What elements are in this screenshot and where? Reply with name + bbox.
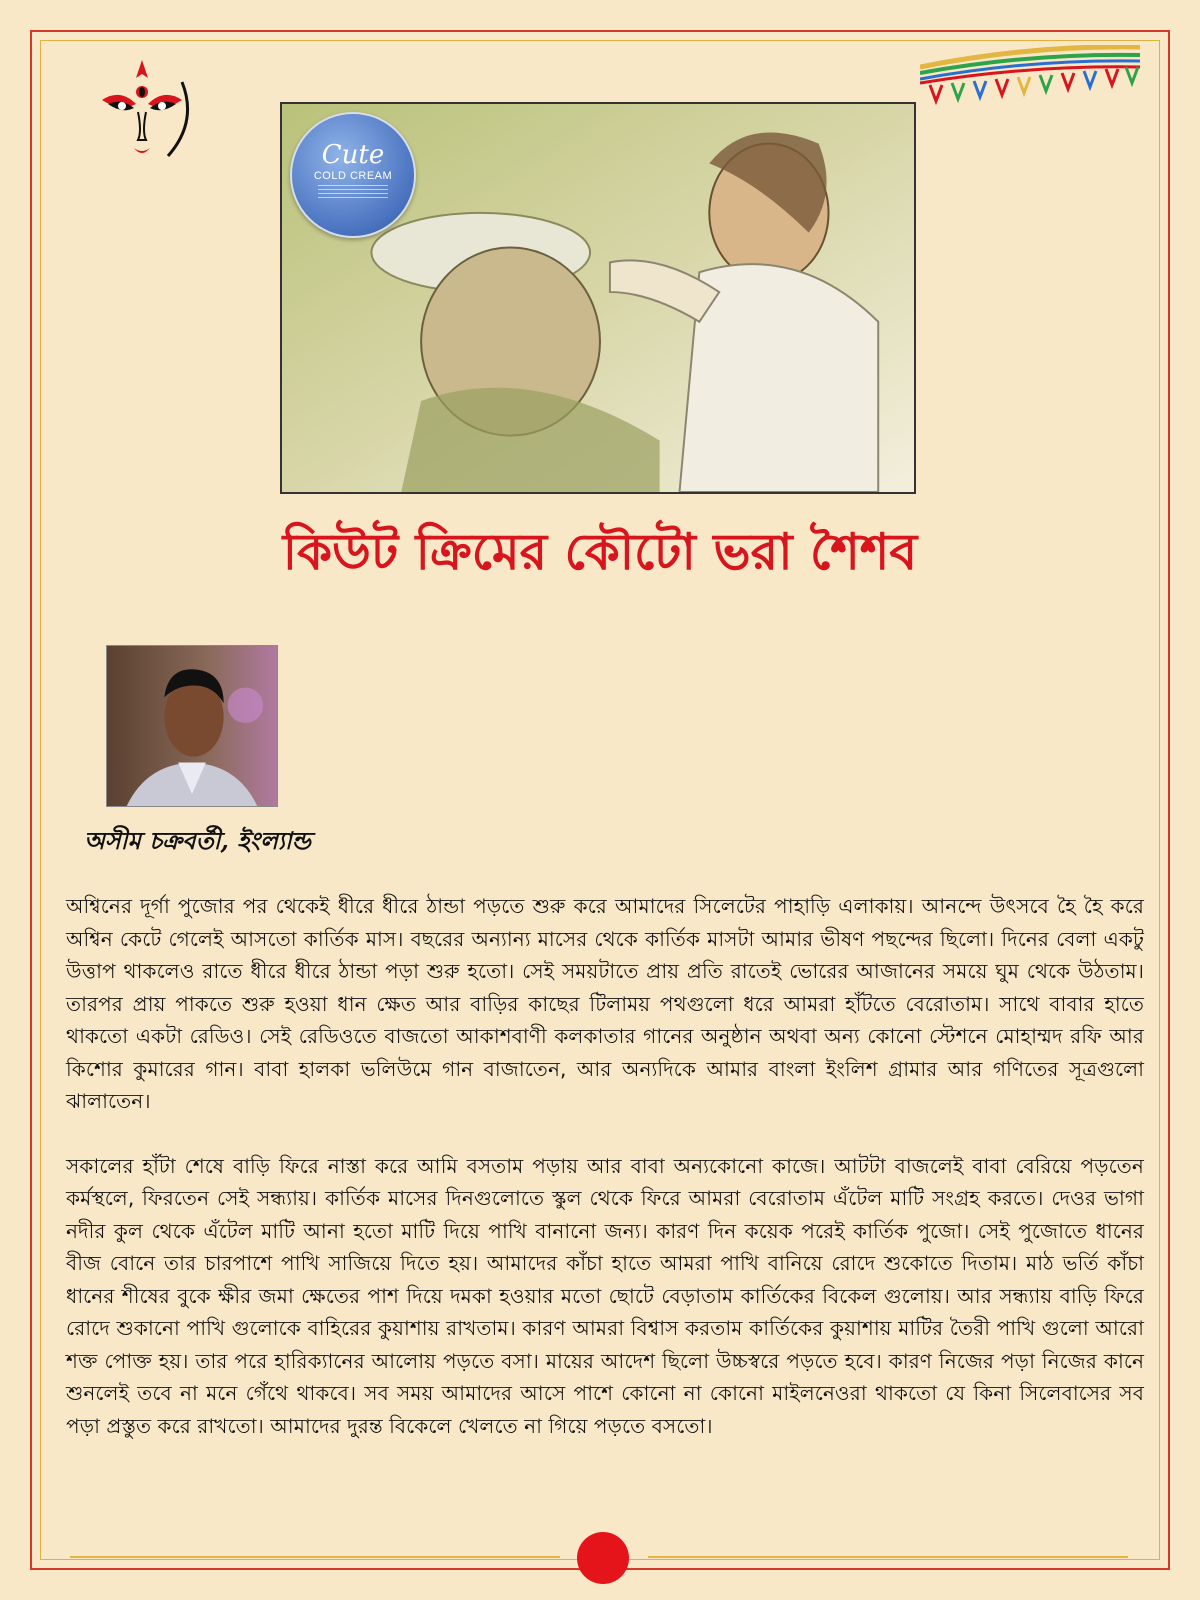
article-paragraph-2: সকালের হাঁটা শেষে বাড়ি ফিরে নাস্তা করে আমি বসতাম পড়ায় আর বাবা অন্যকোনো কাজে। আটটা বাজলেই বাবা বেরিয়ে পড়তেন কর্মস্থলে, ফিরতেন সেই সন্ধ্যায়। কার্তিক মাসের দিনগুলোতে স্কুল থেকে ফিরে আমরা বেরোতাম এঁটেল মাটি সংগ্রহ করতে। দেওর ভাগা নদীর কুল থেকে এঁটেল মাটি আনা হতো মাটি দিয়ে পাখি বানানো জন্য। কারণ দিন কয়েক পরেই কার্তিক পুজো। সেই পুজোতে ধানের বীজ বোনে তার চারপাশে পাখি সাজিয়ে দিতে হয়। আমাদের কাঁচা হাতে আমরা পাখি বানিয়ে রোদে শুকোতে দিতাম। মাঠ ভর্তি কাঁচা ধানের শীষের বুকে ক্ষীর জমা ক্ষেতের পাশ দিয়ে দমকা হওয়ার মতো ছোটে বেড়াতাম কার্তিকের বিকেল গুলোয়। আর সন্ধ্যায় বাড়ি ফিরে রোদে শুকানো পাখি গুলোকে বাহিরের কুয়াশায় রাখতাম। কারণ আমরা বিশ্বাস করতাম কার্তিকের কুয়াশায় মাটির তৈরী পাখি গুলো আরো শক্ত পোক্ত হয়। তার পরে হারিক্যানের আলোয় পড়তে বসা। মায়ের আদেশ ছিলো উচ্চস্বরে পড়তে হবে। কারণ নিজের পড়া নিজের কানে শুনলেই তবে না মনে গেঁথে থাকবে। সব সময় আমাদের আসে পাশে কোনো না কোনো মাইলনেওরা থাকতো যে কিনা সিলেবাসের সব পড়া প্রস্তুত করে রাখতো। আমাদের দুরন্ত বিকেলে খেলতে না গিয়ে পড়তে বসতো। (66, 1153, 1144, 1438)
tin-fine-print-lines (318, 185, 388, 201)
article-body (66, 890, 1144, 1474)
footer-red-dot (577, 1532, 629, 1584)
footer-rule-left (70, 1556, 560, 1558)
tin-label: COLD CREAM (313, 170, 393, 182)
article-paragraph-1: অশ্বিনের দূর্গা পুজোর পর থেকেই ধীরে ধীরে ঠান্ডা পড়তে শুরু করে আমাদের সিলেটের পাহাড়ি এলাকায়। আনন্দে উৎসবে হৈ হৈ করে অশ্বিন কেটে গেলেই আসতো কার্তিক মাস। বছরের অন্যান্য মাসের থেকে কার্তিক মাসটা আমার ভীষণ পছন্দের ছিলো। দিনের বেলা একটু উত্তাপ থাকলেও রাতে ধীরে ধীরে ঠান্ডা পড়া শুরু হতো। সেই সময়টাতে প্রায় প্রতি রাতেই ভোরের আজানের সময়ে ঘুম থেকে উঠতাম। তারপর প্রায় পাকতে শুরু হওয়া ধান ক্ষেত আর বাড়ির কাছের টিলাময় পথগুলো ধরে আমরা হাঁটতে বেরোতাম। সাথে বাবার হাতে থাকতো একটা রেডিও। সেই রেডিওতে বাজতো আকাশবাণী কলকাতার গানের অনুষ্ঠান অথবা অন্য কোনো স্টেশনে মোহাম্মদ রফি আর কিশোর কুমারের গান। বাবা হালকা ভলিউমে গান বাজাতেন, আর অন্যদিকে আমার বাংলা ইংলিশ গ্রামার আর গণিতের সূত্রগুলো ঝালাতেন। (66, 894, 1144, 1113)
festive-bunting-icon (920, 45, 1145, 115)
author-byline: অসীম চক্রবর্তী, ইংল্যান্ড (84, 826, 311, 855)
durga-face-icon (82, 52, 202, 172)
footer-rule-right (648, 1556, 1128, 1558)
hero-photo (280, 102, 916, 494)
tin-brand: Cute (321, 140, 385, 170)
author-photo (106, 645, 278, 807)
page-title: কিউট ক্রিমের কৌটো ভরা শৈশব (282, 523, 918, 581)
cold-cream-tin (290, 112, 416, 238)
